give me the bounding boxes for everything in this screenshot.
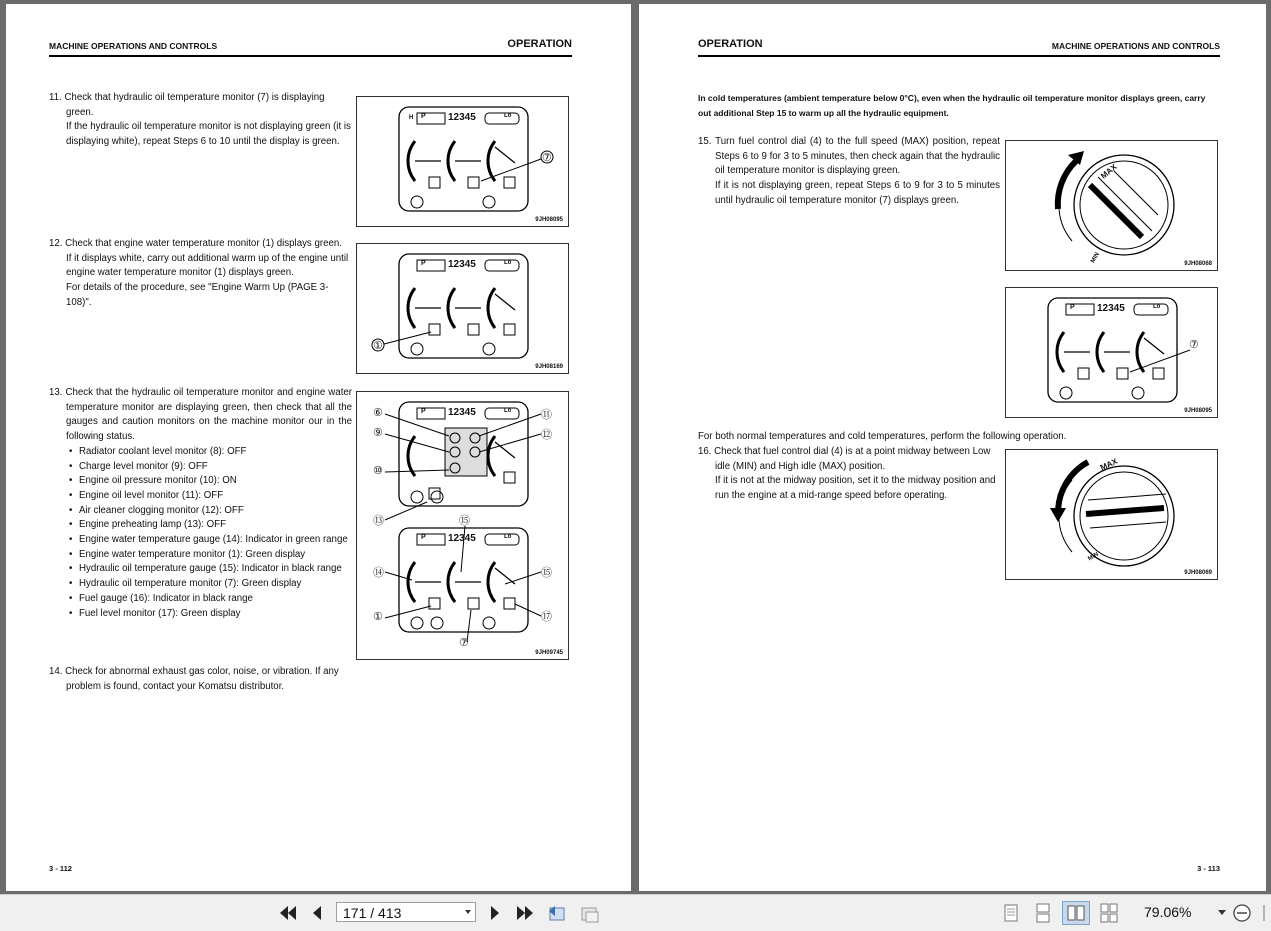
step-12-sub1: If it displays white, carry out additional warm up of the engine until engine water temperature monitor (1) displays green. bbox=[66, 252, 349, 279]
step-15-line: 15. Turn fuel control dial (4) to the full speed (MAX) position, repeat Steps 6 to 9 for 3 to 5 minutes, then check again that the hydraulic oil temperature monitor is displaying green. bbox=[698, 136, 1000, 177]
viewer-toolbar bbox=[0, 894, 1271, 931]
callout-13: ⑬ bbox=[373, 515, 384, 527]
max-label: MAX bbox=[1099, 162, 1119, 181]
min-label: MIN bbox=[1087, 551, 1100, 563]
lo-indicator: Lo bbox=[1153, 304, 1161, 310]
callout-11: ⑪ bbox=[541, 409, 552, 421]
svg-text:H: H bbox=[409, 115, 414, 121]
step-16-sub: If it is not at the midway position, set it to the midway position and run the engine at a mid-range speed before operating. bbox=[715, 475, 996, 502]
right-section-header: MACHINE OPERATIONS AND CONTROLS bbox=[1051, 41, 1220, 51]
left-section-header: MACHINE OPERATIONS AND CONTROLS bbox=[49, 41, 218, 51]
page-number-input[interactable] bbox=[336, 902, 476, 922]
fuel-dial-illustration bbox=[1006, 141, 1217, 270]
list-item: • Engine preheating lamp (13): OFF bbox=[49, 518, 352, 533]
step-14-text: 14. Check for abnormal exhaust gas color, noise, or vibration. If any problem is found, contact your Komatsu distributor. bbox=[49, 666, 339, 692]
continuous-icon[interactable] bbox=[1030, 901, 1056, 925]
figure-fuel-dial-max bbox=[1005, 140, 1218, 271]
step-12 bbox=[49, 237, 352, 311]
list-item: • Hydraulic oil temperature gauge (15): Indicator in black range bbox=[49, 562, 352, 577]
continuous-facing-icon[interactable] bbox=[1096, 901, 1122, 925]
next-page-icon[interactable] bbox=[486, 901, 504, 925]
step-16 bbox=[698, 445, 1000, 504]
step-14 bbox=[49, 665, 352, 694]
p-indicator: P bbox=[1070, 304, 1075, 311]
step-11-sub: If the hydraulic oil temperature monitor is not displaying green (it is displaying white), repeat Steps 6 to 10 until the display is green. bbox=[66, 121, 351, 148]
page-number-value: 171 / 413 bbox=[343, 905, 402, 921]
lo-indicator: Lo bbox=[504, 534, 512, 540]
step-11 bbox=[49, 91, 352, 150]
zoom-level[interactable]: 79.06% bbox=[1144, 904, 1192, 920]
list-item: • Fuel gauge (16): Indicator in black range bbox=[49, 592, 352, 607]
step-15 bbox=[698, 135, 1000, 209]
left-header-rule bbox=[49, 55, 572, 57]
figure-id: 9JH08169 bbox=[535, 364, 563, 370]
lo-indicator: Lo bbox=[504, 113, 512, 119]
step-13-line: 13. Check that the hydraulic oil temperature monitor and engine water temperature monitor are displaying green, then check that all the gauges and caution monitors on the machine monitor our in the following status. bbox=[49, 387, 352, 443]
figure-monitor-1 bbox=[356, 96, 569, 227]
callout-15-top: ⑮ bbox=[459, 515, 470, 527]
figure-id: 9JH09745 bbox=[535, 650, 563, 656]
step-12-sub2: For details of the procedure, see "Engine Warm Up (PAGE 3-108)". bbox=[66, 282, 329, 308]
zoom-dropdown-icon[interactable] bbox=[1216, 901, 1228, 925]
odometer-reading: 12345 bbox=[448, 407, 476, 418]
list-item: • Charge level monitor (9): OFF bbox=[49, 460, 352, 475]
left-page bbox=[6, 4, 631, 891]
figure-fuel-dial-mid bbox=[1005, 449, 1218, 580]
odometer-reading: 12345 bbox=[448, 533, 476, 544]
step-13 bbox=[49, 386, 352, 621]
list-item: • Air cleaner clogging monitor (12): OFF bbox=[49, 504, 352, 519]
step-11-line1: 11. Check that hydraulic oil temperature monitor (7) is displaying bbox=[49, 92, 325, 103]
left-page-number: 3 - 112 bbox=[49, 864, 72, 873]
callout-1: ① bbox=[373, 611, 383, 623]
p-indicator: P bbox=[421, 260, 426, 267]
single-page-icon[interactable] bbox=[998, 901, 1024, 925]
callout-7: ⑦ bbox=[1189, 339, 1199, 351]
last-page-icon[interactable] bbox=[512, 901, 538, 925]
callout-7: ⑦ bbox=[459, 637, 469, 649]
go-forward-view-icon[interactable] bbox=[576, 901, 602, 925]
callout-12: ⑫ bbox=[541, 429, 552, 441]
figure-monitor-3 bbox=[356, 391, 569, 660]
list-item: • Engine oil pressure monitor (10): ON bbox=[49, 474, 352, 489]
figure-id: 9JH08095 bbox=[535, 217, 563, 223]
step-15-sub: If it is not displaying green, repeat Steps 6 to 9 for 3 to 5 minutes until hydraulic oil temperature monitor (7) displays green. bbox=[715, 180, 1000, 206]
callout-1: ① bbox=[373, 340, 383, 352]
facing-icon[interactable] bbox=[1062, 901, 1090, 925]
first-page-icon[interactable] bbox=[276, 901, 300, 925]
right-page bbox=[639, 4, 1266, 891]
list-item: • Radiator coolant level monitor (8): OFF bbox=[49, 445, 352, 460]
p-indicator: P bbox=[421, 408, 426, 415]
lo-indicator: Lo bbox=[504, 260, 512, 266]
odometer-reading: 12345 bbox=[448, 112, 476, 123]
figure-monitor-2 bbox=[356, 243, 569, 374]
go-back-view-icon[interactable] bbox=[544, 901, 570, 925]
callout-17: ⑰ bbox=[541, 611, 552, 623]
figure-id: 9JH08095 bbox=[1184, 408, 1212, 414]
callout-7: ⑦ bbox=[542, 152, 552, 164]
odometer-reading: 12345 bbox=[1097, 303, 1125, 314]
callout-6: ⑥ bbox=[373, 407, 383, 419]
callout-9: ⑨ bbox=[373, 427, 383, 439]
step-12-line: 12. Check that engine water temperature monitor (1) displays green. bbox=[49, 238, 342, 249]
list-item: • Engine oil level monitor (11): OFF bbox=[49, 489, 352, 504]
odometer-reading: 12345 bbox=[448, 259, 476, 270]
list-item: • Engine water temperature monitor (1): Green display bbox=[49, 548, 352, 563]
figure-id: 9JH08069 bbox=[1184, 570, 1212, 576]
list-item: • Hydraulic oil temperature monitor (7): Green display bbox=[49, 577, 352, 592]
fuel-dial-illustration bbox=[1006, 450, 1217, 579]
lo-indicator: Lo bbox=[504, 408, 512, 414]
callout-15: ⑮ bbox=[541, 567, 552, 579]
min-label: MIN bbox=[1090, 251, 1101, 265]
chevron-down-icon[interactable] bbox=[465, 910, 471, 914]
callout-10: ⑩ bbox=[373, 465, 383, 477]
list-item: • Fuel level monitor (17): Green display bbox=[49, 607, 352, 622]
toolbar-separator bbox=[1258, 901, 1270, 925]
left-chapter-header: OPERATION bbox=[507, 38, 572, 50]
figure-monitor-5 bbox=[1005, 287, 1218, 418]
step-16-line: 16. Check that fuel control dial (4) is at a point midway between Low idle (MIN) and High idle (MAX) position. bbox=[698, 446, 991, 472]
prev-page-icon[interactable] bbox=[306, 901, 328, 925]
p-indicator: P bbox=[421, 113, 426, 120]
list-item: • Engine water temperature gauge (14): Indicator in green range bbox=[49, 533, 352, 548]
figure-id: 9JH08068 bbox=[1184, 261, 1212, 267]
both-temperatures-note: For both normal temperatures and cold temperatures, perform the following operation. bbox=[698, 431, 1067, 442]
right-header-rule bbox=[698, 55, 1220, 57]
step-13-bullets bbox=[49, 445, 352, 621]
max-label: MAX bbox=[1098, 456, 1119, 473]
zoom-out-icon[interactable] bbox=[1231, 901, 1253, 925]
p-indicator: P bbox=[421, 534, 426, 541]
cold-temperature-note: In cold temperatures (ambient temperature below 0°C), even when the hydraulic oil temperature monitor displays green, carry out additional Step 15 to warm up all the hydraulic equipment. bbox=[698, 93, 1206, 118]
right-chapter-header: OPERATION bbox=[698, 38, 763, 50]
right-page-number: 3 - 113 bbox=[1197, 864, 1220, 873]
step-11-line2: green. bbox=[66, 106, 94, 118]
callout-14: ⑭ bbox=[373, 567, 384, 579]
